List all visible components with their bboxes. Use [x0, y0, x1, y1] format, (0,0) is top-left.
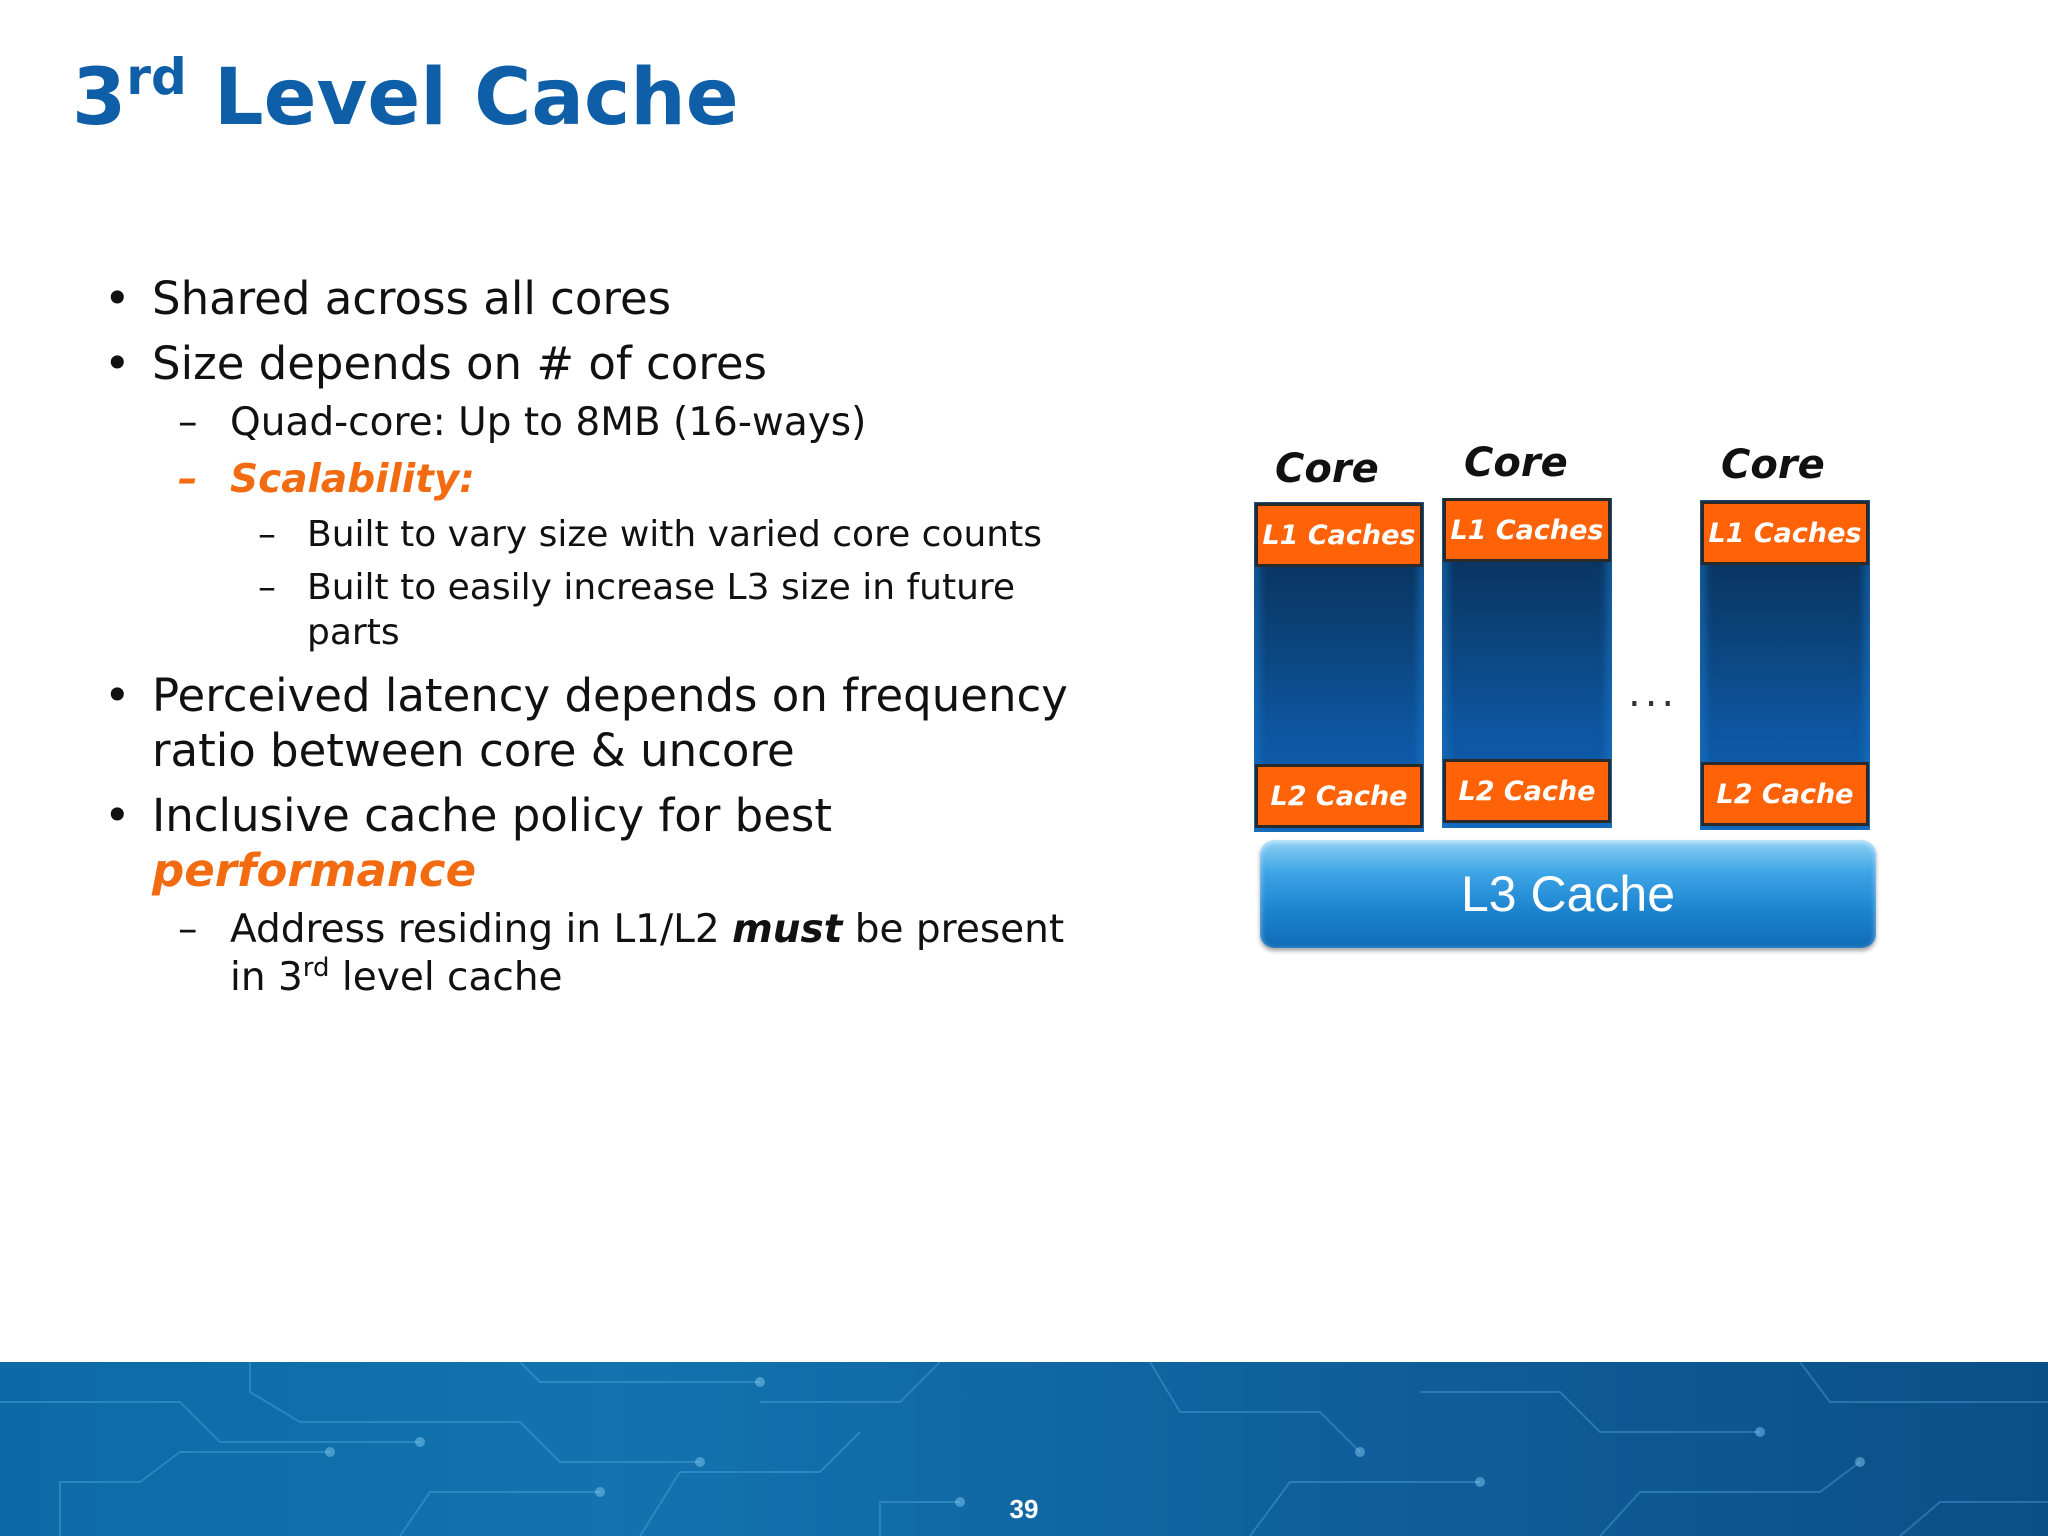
bullet-marker: • — [104, 272, 131, 325]
sub-sub-bullet-increase-l3: Built to easily increase L3 size in future — [307, 567, 1016, 608]
sub-bullet-line2-sup: rd — [302, 953, 330, 983]
dash-marker: – — [178, 457, 198, 502]
l3-cache-bar — [1260, 840, 1876, 948]
l2-cache-box: L2 Cache — [1255, 764, 1423, 828]
title-number: 3 — [72, 53, 127, 143]
l1-cache-box: L1 Caches — [1701, 501, 1869, 565]
title-text: Level Cache — [186, 53, 739, 143]
bullet-inclusive-policy: Inclusive cache policy for best — [152, 789, 832, 842]
dash-marker: – — [178, 907, 198, 952]
l2-cache-box: L2 Cache — [1443, 759, 1611, 823]
dash-marker: – — [258, 567, 276, 608]
bullet-marker: • — [104, 337, 131, 390]
core-label: Core — [1721, 442, 1825, 488]
bullet-marker: • — [104, 669, 131, 722]
sub-bullet-scalability: Scalability: — [230, 457, 475, 502]
core-label: Core — [1275, 446, 1379, 492]
sub-bullet-address-residing-cont — [230, 955, 563, 1000]
bullet-size-depends: Size depends on # of cores — [152, 337, 767, 390]
dash-marker: – — [258, 514, 276, 555]
page-number: 39 — [1009, 1494, 1039, 1524]
bullet-perceived-latency-cont: ratio between core & uncore — [152, 724, 795, 777]
sub-sub-bullet-increase-l3-cont: parts — [307, 612, 400, 653]
l1-cache-box: L1 Caches — [1443, 498, 1611, 562]
cache-hierarchy-diagram — [1230, 430, 1930, 970]
sub-bullet-address-residing — [230, 907, 1064, 952]
sub-bullet-line2-post: level cache — [329, 955, 563, 1000]
bullet-marker: • — [104, 789, 131, 842]
sub-bullet-line2-pre: in 3 — [230, 955, 303, 1000]
l1-cache-box: L1 Caches — [1255, 503, 1423, 567]
sub-bullet-quad-core: Quad-core: Up to 8MB (16-ways) — [230, 400, 867, 445]
bullet-shared-across-cores: Shared across all cores — [152, 272, 672, 325]
dash-marker: – — [178, 400, 198, 445]
bullet-list — [0, 0, 1140, 1060]
bullet-perceived-latency: Perceived latency depends on frequency — [152, 669, 1068, 722]
sub-bullet-address-pre: Address residing in L1/L2 — [230, 907, 733, 952]
sub-sub-bullet-vary-size: Built to vary size with varied core counts — [307, 514, 1042, 555]
l2-cache-box: L2 Cache — [1701, 762, 1869, 826]
sub-bullet-address-must: must — [732, 907, 843, 952]
core-label: Core — [1464, 440, 1568, 486]
title-superscript: rd — [126, 48, 187, 106]
more-cores-ellipsis: ... — [1628, 670, 1679, 716]
bullet-inclusive-policy-emphasis: performance — [152, 844, 477, 897]
sub-bullet-address-post: be present — [842, 907, 1065, 952]
l3-cache-label: L3 Cache — [1460, 866, 1676, 922]
